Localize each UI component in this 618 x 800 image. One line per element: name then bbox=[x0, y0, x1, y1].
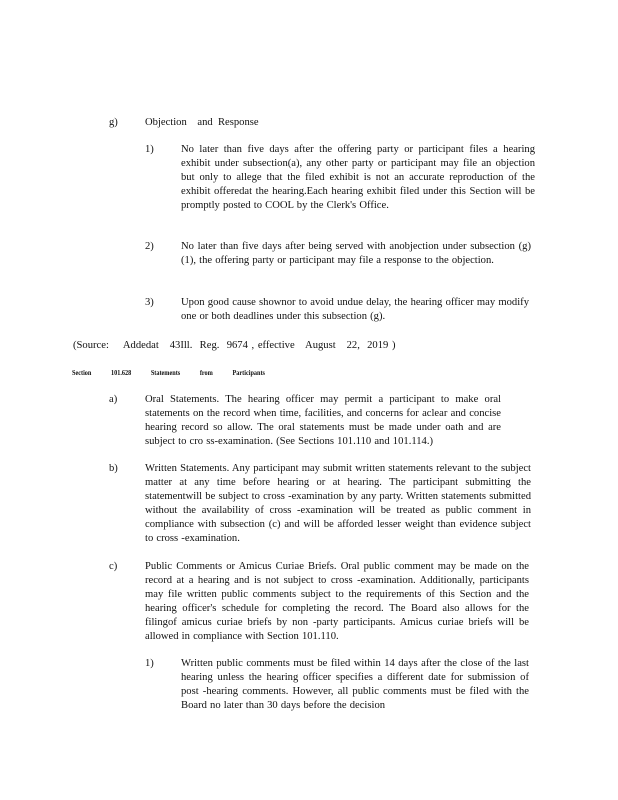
item-g2-label: 2) bbox=[145, 241, 154, 252]
subsection-g-label: g) bbox=[109, 117, 118, 128]
item-c1-label: 1) bbox=[145, 658, 154, 669]
item-g3-label: 3) bbox=[145, 297, 154, 308]
section-number: 101.628 bbox=[110, 368, 132, 377]
item-g2-text: No later than five days after being served with anobjection under subsection (g)(1), the offering party or participant may file a response to the objection. bbox=[181, 241, 531, 266]
item-g1-text: No later than five days after the offering party or participant files a hearing exhibit under subsection(a), any other party or participant may file an objection but only to allege that the filed exhibit is not an accurate reproduction of the exhibit offeredat the hearing.Each hearing exhibit filed under this Section will be promptly posted to COOL by the Clerk's Office. bbox=[181, 144, 535, 211]
subsection-c-label: c) bbox=[109, 561, 118, 572]
subsection-c-text: Public Comments or Amicus Curiae Briefs. Oral public comment may be made on the record at a hearing and is not subject to cross -examination. Additionally, participants may file written public comments subject to the requirements of this Section and the hearing officer's schedule for completing the record. The Board also allows for the filingof amicus curiae briefs by non -party participants. Amicus curiae briefs will be allowed in compliance with Section 101.110. bbox=[145, 561, 529, 642]
subsection-a-text: Oral Statements. The hearing officer may permit a participant to make oral statements on the record when time, facilities, and concerns for aclear and concise hearing record so allow. The oral statements must be made under oath and are subject to cro ss-examination. (See Sections 101.110 and 101.114.) bbox=[145, 394, 501, 447]
source-note: (Source: Addedat 43Ill. Reg. 9674 , effective August 22, 2019 ) bbox=[73, 340, 396, 351]
item-g1-label: 1) bbox=[145, 144, 154, 155]
item-g3-text: Upon good cause shownor to avoid undue delay, the hearing officer may modify one or both deadlines under this subsection (g). bbox=[181, 297, 529, 322]
subsection-g-title: Objection and Response bbox=[145, 117, 259, 128]
subsection-b-text: Written Statements. Any participant may submit written statements relevant to the subject matter at any time before hearing or at hearing. The participant submitting the statementwill be subject to cross -examination by any party. Written statements submitted without the availability of cross -examination will be treated as public comment in compliance with subsection (c) and will be afforded lesser weight than evidence subject to cross -examination. bbox=[145, 463, 531, 544]
section-title-word-3: Participants bbox=[232, 368, 265, 377]
section-heading bbox=[72, 366, 283, 380]
section-title-word-2: from bbox=[199, 368, 213, 377]
subsection-b-label: b) bbox=[109, 463, 118, 474]
subsection-a-label: a) bbox=[109, 394, 118, 405]
section-title-word-1: Statements bbox=[150, 368, 181, 377]
section-word: Section bbox=[72, 368, 92, 377]
item-c1-text: Written public comments must be filed within 14 days after the close of the last hearing unless the hearing officer specifies a different date for submission of post -hearing comments. However, all public comments must be filed with the Board no later than 30 days before the decision bbox=[181, 658, 529, 711]
